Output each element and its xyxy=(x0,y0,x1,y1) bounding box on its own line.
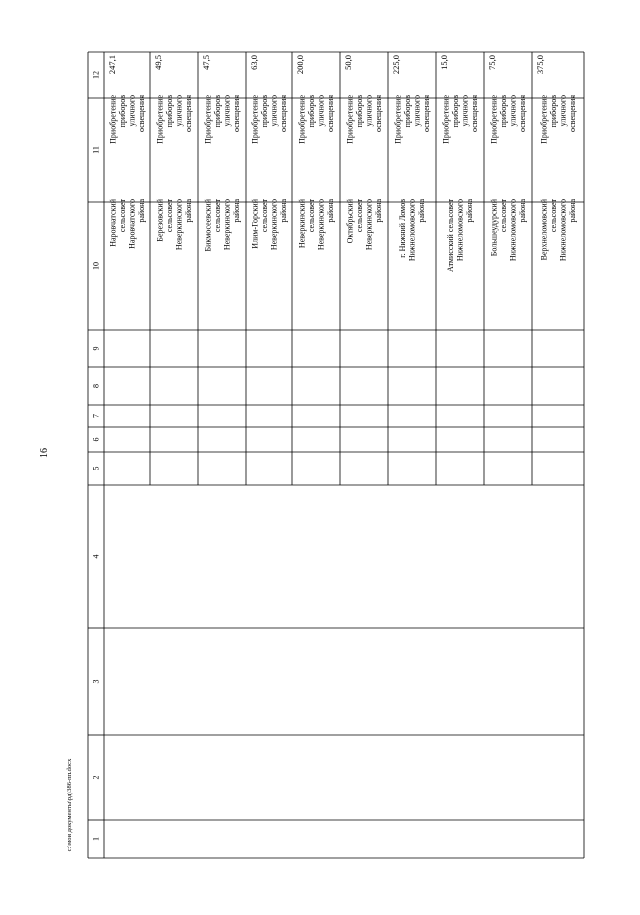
column-header xyxy=(92,467,101,471)
purpose-cell-line: освещения xyxy=(567,95,577,132)
amount-cell-line: 375,0 xyxy=(534,55,545,75)
recipient-cell-line: Неверкинского xyxy=(174,199,184,251)
amount-cell xyxy=(249,55,259,70)
purpose-cell-line: приборов xyxy=(259,95,269,128)
recipient-cell-line: Нижнеломовского xyxy=(455,199,465,262)
column-header-line: 7 xyxy=(91,414,101,418)
recipient-cell-line: Неверкинского xyxy=(364,199,374,251)
purpose-cell-line: Приобретение xyxy=(108,95,118,144)
purpose-cell-line: приборов xyxy=(450,95,460,128)
recipient-cell-line: Неверкинского xyxy=(316,199,326,251)
purpose-cell-line: приборов xyxy=(212,95,222,128)
purpose-cell-line: уличного xyxy=(364,95,374,127)
column-header-line: 6 xyxy=(91,437,101,442)
purpose-cell-line: Приобретение xyxy=(345,95,355,144)
amount-cell xyxy=(343,55,353,70)
amount-cell xyxy=(487,55,497,70)
recipient-cell-line: Верхнеломовский xyxy=(539,199,549,261)
amount-cell xyxy=(153,55,163,70)
purpose-cell-line: приборов xyxy=(354,95,364,128)
amount-cell xyxy=(201,55,211,70)
recipient-cell-line: Нижнеломовского xyxy=(508,199,518,262)
recipient-cell-line: сельсовет xyxy=(306,199,316,233)
purpose-cell-line: уличного xyxy=(316,95,326,127)
purpose-cell xyxy=(203,95,241,144)
column-header xyxy=(92,347,101,351)
amount-cell-line: 200,0 xyxy=(294,55,305,75)
purpose-cell-line: Приобретение xyxy=(489,95,499,144)
recipient-cell-line: Нижнеломовского xyxy=(558,199,568,262)
recipient-cell-line: Неверкинского xyxy=(269,199,279,251)
purpose-cell xyxy=(108,95,146,144)
column-header xyxy=(92,71,101,79)
amount-cell xyxy=(439,55,449,70)
purpose-cell-line: Приобретение xyxy=(297,95,307,144)
purpose-cell xyxy=(441,95,479,144)
recipient-cell-line: района xyxy=(417,199,427,223)
recipient-cell-line: района xyxy=(183,199,193,223)
purpose-cell-line: освещения xyxy=(325,95,335,132)
recipient-cell-line: Атмисский сельсовет xyxy=(446,199,456,272)
purpose-cell-line: уличного xyxy=(460,95,470,127)
amount-cell-line: 50,0 xyxy=(342,55,353,70)
recipient-cell-line: района xyxy=(136,199,146,223)
recipient-cell-line: Нижнеломовского xyxy=(407,199,417,262)
recipient-cell-line: района xyxy=(465,199,475,223)
purpose-cell-line: освещения xyxy=(421,95,431,132)
recipient-cell-line: сельсовет xyxy=(259,199,269,233)
recipient-cell-line: Илим-Горский xyxy=(250,199,260,249)
column-header xyxy=(92,555,101,559)
purpose-cell-line: приборов xyxy=(164,95,174,128)
purpose-cell-line: приборов xyxy=(548,95,558,128)
recipient-cell-line: района xyxy=(373,199,383,223)
purpose-cell xyxy=(297,95,335,144)
purpose-cell xyxy=(539,95,577,144)
recipient-cell xyxy=(489,198,526,261)
file-path-footer: c:\мои документы\рд\386-пп.docx xyxy=(66,758,73,852)
purpose-cell xyxy=(489,95,526,144)
recipient-cell xyxy=(108,198,146,249)
purpose-cell-line: Приобретение xyxy=(203,95,213,144)
recipient-cell-line: района xyxy=(517,199,527,223)
amount-cell-line: 247,1 xyxy=(106,55,117,75)
purpose-cell-line: освещения xyxy=(183,95,193,132)
purpose-cell-line: уличного xyxy=(127,95,137,127)
purpose-cell-line: уличного xyxy=(174,95,184,127)
purpose-cell-line: приборов xyxy=(402,95,412,128)
recipient-cell xyxy=(539,198,577,261)
purpose-cell-line: уличного xyxy=(269,95,279,127)
amount-cell xyxy=(107,55,117,74)
recipient-cell-line: Наровчатского xyxy=(127,199,137,249)
column-header-line: 8 xyxy=(91,384,101,388)
recipient-cell-line: сельсовет xyxy=(164,199,174,233)
purpose-cell xyxy=(155,95,193,144)
purpose-cell-line: Приобретение xyxy=(393,95,403,144)
purpose-cell-line: освещения xyxy=(373,95,383,132)
purpose-cell-line: уличного xyxy=(222,95,232,127)
purpose-cell-line: освещения xyxy=(517,95,527,132)
purpose-cell xyxy=(250,95,288,144)
purpose-cell-line: Приобретение xyxy=(539,95,549,144)
amount-cell-line: 63,0 xyxy=(248,55,259,70)
recipient-cell-line: района xyxy=(231,199,241,223)
amount-cell xyxy=(535,55,545,74)
column-header xyxy=(92,384,101,388)
recipient-cell-line: сельсовет xyxy=(498,199,508,233)
purpose-cell-line: освещения xyxy=(136,95,146,132)
recipient-cell-line: Березовский xyxy=(155,199,165,242)
recipient-cell xyxy=(297,198,335,250)
purpose-cell xyxy=(393,95,431,144)
column-header-line: 4 xyxy=(91,554,101,559)
column-header-line: 1 xyxy=(91,837,101,841)
recipient-cell-line: сельсовет xyxy=(548,199,558,233)
column-header-line: 9 xyxy=(91,346,101,351)
amount-cell xyxy=(295,55,305,74)
purpose-cell-line: приборов xyxy=(117,95,127,128)
recipient-cell xyxy=(250,198,288,250)
column-header-line: 3 xyxy=(91,679,101,684)
amount-cell-line: 225,0 xyxy=(390,55,401,75)
column-header xyxy=(92,146,101,154)
purpose-cell-line: Приобретение xyxy=(250,95,260,144)
amount-cell-line: 47,5 xyxy=(200,55,211,70)
purpose-cell-line: освещения xyxy=(278,95,288,132)
amount-cell-line: 75,0 xyxy=(486,55,497,70)
recipient-cell-line: Наровчатский xyxy=(108,199,118,247)
column-header xyxy=(92,837,101,841)
purpose-cell-line: приборов xyxy=(498,95,508,128)
column-header xyxy=(92,414,101,418)
amount-cell xyxy=(391,55,401,74)
column-header-line: 2 xyxy=(91,775,101,780)
purpose-cell-line: уличного xyxy=(508,95,518,127)
page-number: 16 xyxy=(39,448,50,458)
recipient-cell-line: г. Нижний Ломов xyxy=(398,199,408,258)
amount-cell-line: 15,0 xyxy=(438,55,449,70)
purpose-cell xyxy=(345,95,383,144)
column-header xyxy=(92,438,101,442)
purpose-cell-line: приборов xyxy=(306,95,316,128)
recipient-cell-line: района xyxy=(325,199,335,223)
recipient-cell-line: Неверкинский xyxy=(297,199,307,249)
purpose-cell-line: освещения xyxy=(469,95,479,132)
recipient-cell-line: сельсовет xyxy=(354,199,364,233)
recipient-cell-line: сельсовет xyxy=(212,199,222,233)
purpose-cell-line: Приобретение xyxy=(441,95,451,144)
recipient-cell-line: Большеудурский xyxy=(489,199,499,257)
recipient-cell-line: района xyxy=(278,199,288,223)
purpose-cell-line: Приобретение xyxy=(155,95,165,144)
column-header-line: 12 xyxy=(91,71,101,79)
recipient-cell xyxy=(398,199,426,262)
column-header-line: 5 xyxy=(91,466,101,471)
recipient-cell-line: Бикмосеевский xyxy=(203,199,213,252)
amount-cell-line: 49,5 xyxy=(152,55,163,70)
purpose-cell-line: уличного xyxy=(412,95,422,127)
recipient-cell-line: района xyxy=(567,199,577,223)
purpose-cell-line: уличного xyxy=(558,95,568,127)
recipient-cell xyxy=(203,198,241,251)
column-header-line: 10 xyxy=(91,262,101,270)
recipient-cell xyxy=(155,198,193,250)
recipient-cell xyxy=(345,198,383,250)
recipient-cell-line: Октябрьский xyxy=(345,199,355,244)
column-header-line: 11 xyxy=(91,146,101,154)
recipient-cell xyxy=(446,198,474,271)
recipient-cell-line: сельсовет xyxy=(117,199,127,233)
column-header xyxy=(92,680,101,684)
purpose-cell-line: освещения xyxy=(231,95,241,132)
column-header xyxy=(92,776,101,780)
recipient-cell-line: Неверкинского xyxy=(222,199,232,251)
column-header xyxy=(92,262,101,270)
